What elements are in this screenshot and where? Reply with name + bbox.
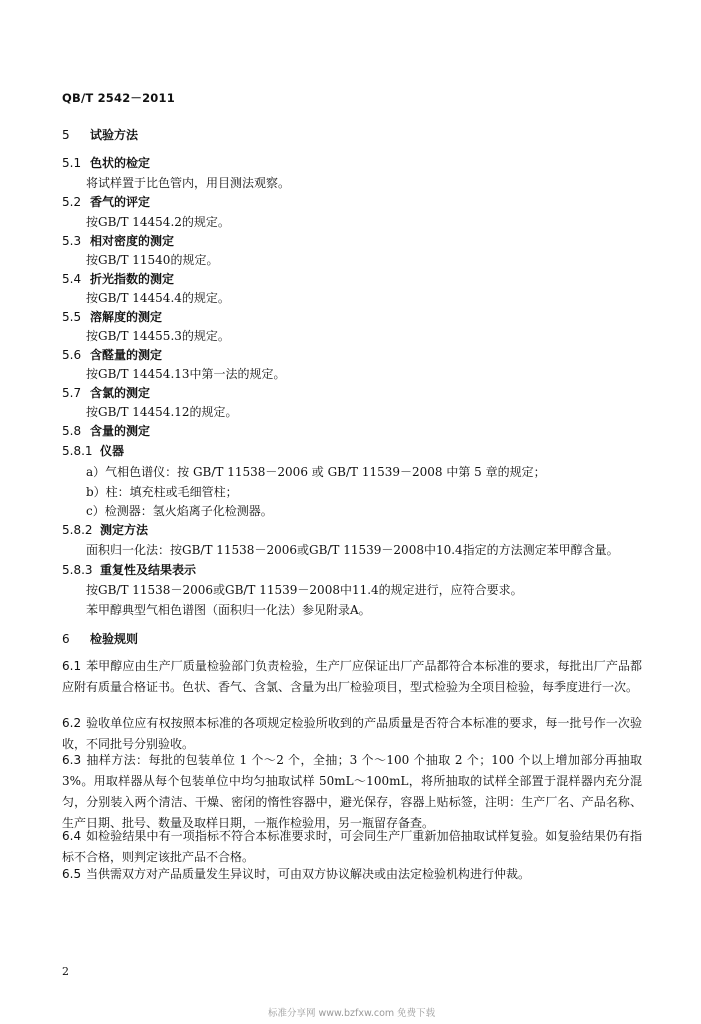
clause-number: 6.2 — [62, 716, 82, 730]
section-title: 检验规则 — [90, 632, 139, 646]
clause-number: 6.4 — [62, 829, 82, 843]
section-5-heading — [62, 129, 138, 141]
clause-text: 验收单位应有权按照本标准的各项规定检验所收到的产品质量是否符合本标准的要求，每一批号作一次验收，不同批号分别验收。 — [62, 716, 642, 751]
standard-code-header: QB/T 2542－2011 — [62, 91, 175, 105]
clause-5-7-heading — [62, 387, 150, 399]
clause-5-2-heading — [62, 196, 150, 208]
clause-number: 5.8.1 — [62, 444, 93, 458]
clause-number: 6.1 — [62, 659, 82, 673]
clause-number: 5.5 — [62, 310, 82, 324]
clause-5-8-2-body: 面积归一化法：按GB/T 11538－2006或GB/T 11539－2008中10.4指定的方法测定苯甲醇含量。 — [86, 543, 619, 557]
clause-5-6-body: 按GB/T 14454.13中第一法的规定。 — [86, 367, 286, 381]
clause-5-7-body: 按GB/T 14454.12的规定。 — [86, 405, 238, 419]
clause-number: 6.3 — [62, 753, 82, 767]
clause-number: 5.6 — [62, 348, 82, 362]
clause-5-8-heading — [62, 425, 150, 437]
clause-5-3-heading — [62, 235, 174, 247]
clause-5-1-body: 将试样置于比色管内，用目测法观察。 — [86, 176, 291, 190]
clause-5-4-body: 按GB/T 14454.4的规定。 — [86, 291, 230, 305]
clause-5-5-body: 按GB/T 14455.3的规定。 — [86, 329, 230, 343]
section-number: 6 — [62, 632, 70, 646]
clause-title: 测定方法 — [100, 523, 149, 537]
clause-text: 如检验结果中有一项指标不符合本标准要求时，可会同生产厂重新加倍抽取试样复验。如复验结果仍有指标不合格，则判定该批产品不合格。 — [62, 829, 642, 864]
clause-title: 色状的检定 — [90, 156, 151, 170]
clause-5-6-heading — [62, 349, 162, 361]
instrument-item-a: a）气相色谱仪：按 GB/T 11538－2006 或 GB/T 11539－2008 中第 5 章的规定； — [86, 465, 546, 479]
clause-6-2 — [62, 713, 642, 755]
clause-title: 溶解度的测定 — [90, 310, 163, 324]
clause-title: 香气的评定 — [90, 195, 151, 209]
clause-5-2-body: 按GB/T 14454.2的规定。 — [86, 215, 230, 229]
clause-text: 当供需双方对产品质量发生异议时，可由双方协议解决或由法定检验机构进行仲裁。 — [86, 867, 531, 881]
clause-text: 苯甲醇应由生产厂质量检验部门负责检验，生产厂应保证出厂产品都符合本标准的要求，每批出厂产品都应附有质量合格证书。色状、香气、含氯、含量为出厂检验项目，型式检验为全项目检验，每季度进行一次。 — [62, 659, 642, 694]
instrument-item-b: b）柱：填充柱或毛细管柱； — [86, 485, 238, 499]
clause-number: 5.8.2 — [62, 523, 93, 537]
clause-number: 5.1 — [62, 156, 82, 170]
clause-title: 含醛量的测定 — [90, 348, 163, 362]
clause-5-8-3-heading — [62, 564, 196, 576]
clause-title: 含量的测定 — [90, 424, 151, 438]
clause-title: 重复性及结果表示 — [100, 563, 197, 577]
section-number: 5 — [62, 128, 70, 142]
clause-6-1 — [62, 656, 642, 698]
clause-5-3-body: 按GB/T 11540的规定。 — [86, 253, 219, 267]
clause-5-8-1-heading — [62, 445, 124, 457]
instrument-item-c: c）检测器：氢火焰离子化检测器。 — [86, 504, 273, 518]
clause-title: 仪器 — [100, 444, 125, 458]
clause-5-8-2-heading — [62, 524, 148, 536]
clause-number: 5.8 — [62, 424, 82, 438]
clause-5-8-3-body: 按GB/T 11538－2006或GB/T 11539－2008中11.4的规定进行，应符合要求。 — [86, 583, 523, 597]
clause-5-4-heading — [62, 273, 174, 285]
clause-text: 抽样方法：每批的包装单位 1 个～2 个，全抽；3 个～100 个抽取 2 个；100 个以上增加部分再抽取 3%。用取样器从每个包装单位中均匀抽取试样 50mL～100mL，将所抽取的试样全部置于混样器内充分混匀，分别装入两个清洁、干燥、密闭的惰性容器中，避光保存，容器上贴标签，注明：生产厂名、产品名称、生产日期、批号、数量及取样日期，一瓶作检验用，另一瓶留存备查。 — [62, 753, 642, 830]
watermark-text: 标准分享网 www.bzfxw.com 免费下载 — [268, 1008, 436, 1019]
clause-number: 5.8.3 — [62, 563, 93, 577]
clause-number: 5.3 — [62, 234, 82, 248]
clause-number: 6.5 — [62, 867, 82, 881]
clause-title: 相对密度的测定 — [90, 234, 175, 248]
clause-title: 折光指数的测定 — [90, 272, 175, 286]
clause-title: 含氯的测定 — [90, 386, 151, 400]
clause-6-5 — [62, 864, 642, 885]
section-title: 试验方法 — [90, 128, 139, 142]
page-number: 2 — [62, 965, 69, 978]
clause-number: 5.7 — [62, 386, 82, 400]
clause-number: 5.2 — [62, 195, 82, 209]
clause-5-1-heading — [62, 157, 150, 169]
clause-number: 5.4 — [62, 272, 82, 286]
clause-5-5-heading — [62, 311, 162, 323]
section-6-heading — [62, 633, 138, 645]
clause-5-8-3-note: 苯甲醇典型气相色谱图（面积归一化法）参见附录A。 — [86, 603, 371, 617]
clause-6-4 — [62, 826, 642, 868]
clause-6-3 — [62, 750, 642, 834]
